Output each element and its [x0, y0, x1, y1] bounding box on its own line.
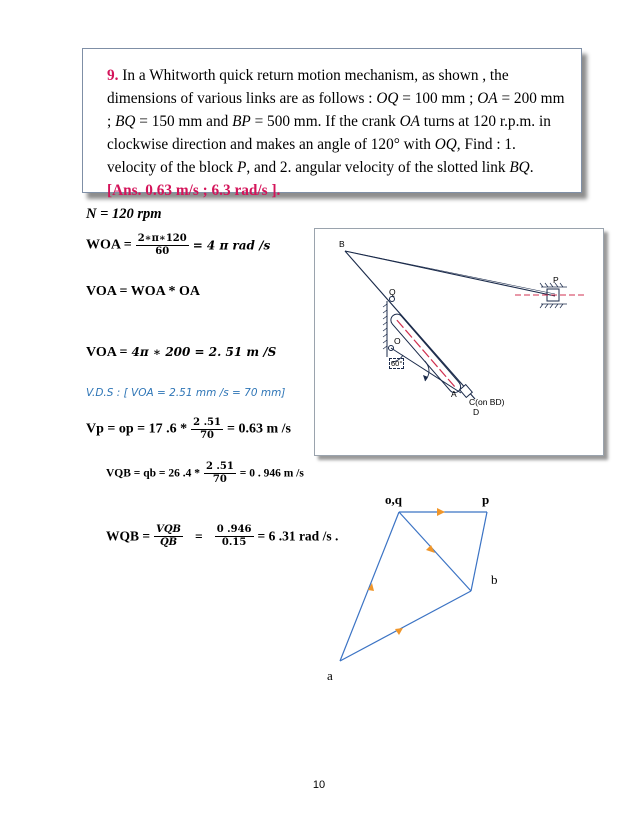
polygon-label-p: p [482, 492, 490, 507]
vector-oa [340, 512, 399, 661]
mechanism-svg [315, 229, 603, 455]
mechanism-figure [314, 228, 604, 456]
arrow-qb [426, 545, 435, 553]
velocity-diagram-scale: V.D.S : [ VOA = 2.51 mm /s = 70 mm] [86, 387, 286, 399]
page-number: 10 [312, 779, 326, 791]
label-d: D [473, 407, 480, 417]
label-c: C(on BD) [469, 397, 505, 407]
vector-pb [471, 512, 487, 591]
polygon-label-b: b [491, 572, 498, 587]
voa-equation: VOA = 4π ∗ 200 = 2. 51 m /S [86, 345, 277, 360]
label-q: Q [389, 287, 396, 297]
arrow-ab [395, 628, 403, 635]
label-angle: 60° [391, 359, 403, 368]
problem-box: 9. In a Whitworth quick return motion mechanism, as shown , the dimensions of various links are as follows : OQ = 100 mm ; OA = 200 mm ; BQ = 150 mm and BP = 500 mm. If the crank OA turns at 120 r.p.m. in clockwise direction and makes an angle of 120° with OQ, Find : 1. velocity of the block P, and 2. angular velocity of the slotted link BQ. [Ans. 0.63 m/s ; 6.3 rad/s ]. [82, 48, 582, 193]
pivot-q [390, 297, 395, 302]
label-o: O [394, 336, 401, 346]
polygon-label-oq: o,q [385, 492, 402, 507]
vector-qb [399, 512, 471, 591]
voa-formula: VOA = WOA * OA [86, 284, 201, 299]
arrow-oa [368, 583, 374, 591]
woa-equation: WOA = $\frac{2∗\pi∗120}{60}$ = 4 π rad /s [86, 233, 271, 257]
polygon-label-a: a [327, 668, 333, 683]
problem-number: 9. [107, 67, 119, 84]
label-p: P [553, 275, 559, 285]
vector-ab [340, 591, 471, 661]
woa-fraction: $\frac{2∗\pi∗120}{60}$ [137, 233, 187, 257]
wqb-equation: WQB = $\frac{\text{VQB}}{QB}$ = $\frac{0 .946}{0.15}$ = 6 .31 rad /s . [106, 524, 339, 548]
label-b: B [339, 239, 345, 249]
vqb-equation: VQB = qb = 26 .4 * $\frac{2 .51}{70}$ = 0 . 946 m /s [106, 461, 304, 485]
vp-equation: Vp = op = 17 .6 * $\frac{2 .51}{70}$ = 0.63 m /s [86, 417, 291, 441]
rpm-line: N = 120 rpm [86, 206, 162, 222]
arrow-op [437, 508, 445, 516]
label-a: A [451, 389, 457, 399]
problem-answer: [Ans. 0.63 m/s ; 6.3 rad/s ]. [107, 182, 281, 199]
link-bc [345, 251, 475, 399]
